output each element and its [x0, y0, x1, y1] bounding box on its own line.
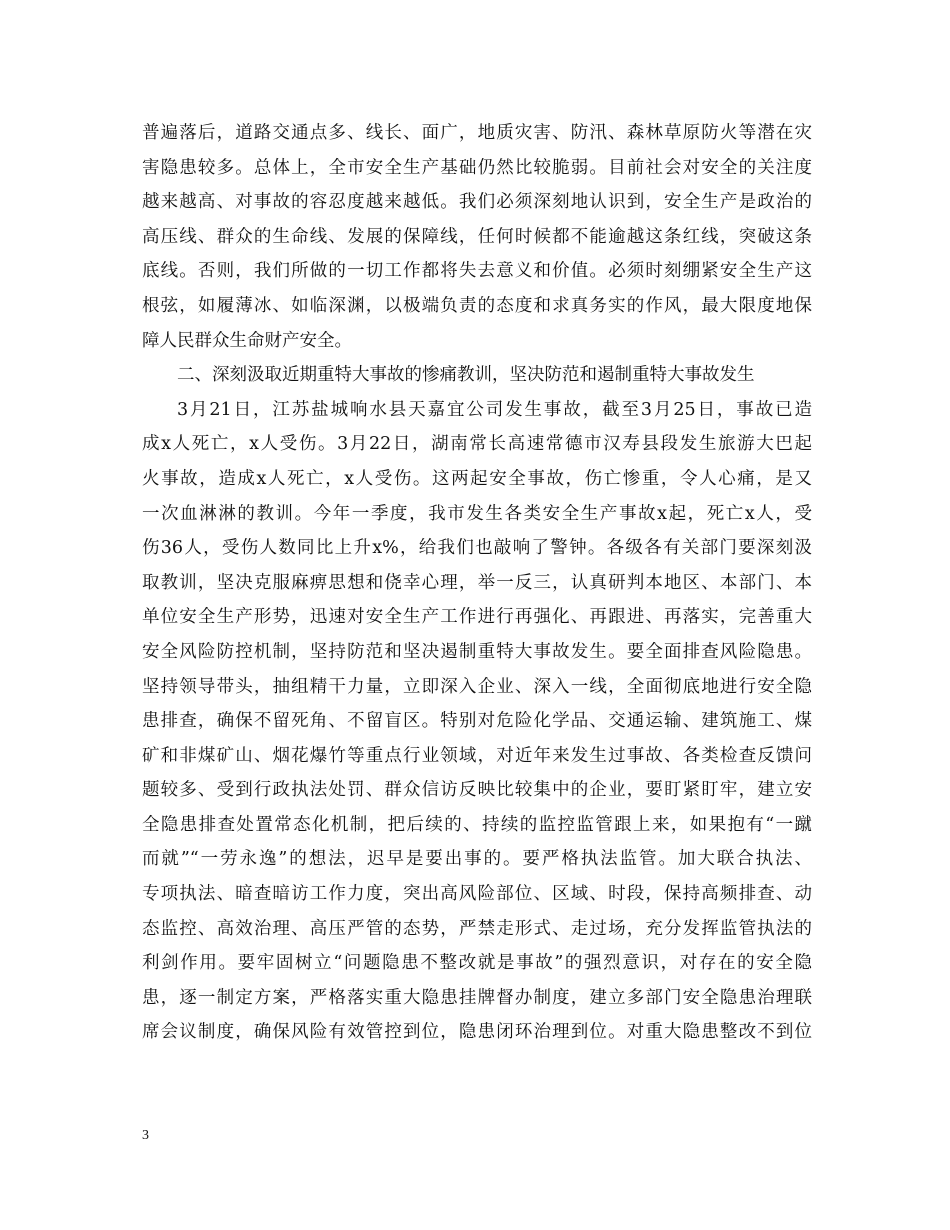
text-line: 火事故，造成x人死亡，x人受伤。这两起安全事故，伤亡惨重，令人心痛，是又	[142, 468, 812, 489]
text-line: 高压线、群众的生命线、发展的保障线，任何时候都不能逾越这条红线，突破这条	[142, 226, 812, 247]
text-line: 题较多、受到行政执法处罚、群众信访反映比较集中的企业，要盯紧盯牢，建立安	[142, 780, 812, 801]
text-line: 席会议制度，确保风险有效管控到位，隐患闭环治理到位。对重大隐患整改不到位	[142, 1022, 812, 1043]
text-line: 根弦，如履薄冰、如临深渊，以极端负责的态度和求真务实的作风，最大限度地保	[142, 295, 812, 316]
text-line: 越来越高、对事故的容忍度越来越低。我们必须深刻地认识到，安全生产是政治的	[142, 192, 812, 213]
text-line: 态监控、高效治理、高压严管的态势，严禁走形式、走过场，充分发挥监管执法的	[142, 918, 812, 939]
paragraph-accident-lessons	[142, 393, 812, 1050]
paragraph-risk-overview	[142, 116, 812, 358]
text-line: 底线。否则，我们所做的一切工作都将失去意义和价值。必须时刻绷紧安全生产这	[142, 261, 812, 282]
text-line: 成x人死亡，x人受伤。3月22日，湖南常长高速常德市汉寿县段发生旅游大巴起	[142, 434, 812, 455]
text-line: 害隐患较多。总体上，全市安全生产基础仍然比较脆弱。目前社会对安全的关注度	[142, 157, 812, 178]
section-heading-text: 二、深刻汲取近期重特大事故的惨痛教训，坚决防范和遏制重特大事故发生	[177, 365, 755, 386]
text-line: 利剑作用。要牢固树立“问题隐患不整改就是事故”的强烈意识，对存在的安全隐	[142, 953, 812, 974]
document-body	[142, 116, 812, 1050]
text-line: 安全风险防控机制，坚持防范和坚决遏制重特大事故发生。要全面排查风险隐患。	[142, 641, 812, 662]
text-line: 3月21日，江苏盐城响水县天嘉宜公司发生事故，截至3月25日，事故已造	[177, 399, 812, 420]
text-line: 一次血淋淋的教训。今年一季度，我市发生各类安全生产事故x起，死亡x人，受	[142, 503, 812, 524]
text-line: 矿和非煤矿山、烟花爆竹等重点行业领域，对近年来发生过事故、各类检查反馈问	[142, 745, 812, 766]
text-line: 全隐患排查处置常态化机制，把后续的、持续的监控监管跟上来，如果抱有“一蹴	[142, 814, 812, 835]
text-line: 取教训，坚决克服麻痹思想和侥幸心理，举一反三，认真研判本地区、本部门、本	[142, 572, 812, 593]
text-line: 伤36人，受伤人数同比上升x%，给我们也敲响了警钟。各级各有关部门要深刻汲	[142, 538, 812, 559]
text-line: 单位安全生产形势，迅速对安全生产工作进行再强化、再跟进、再落实，完善重大	[142, 607, 812, 628]
text-line: 患排查，确保不留死角、不留盲区。特别对危险化学品、交通运输、建筑施工、煤	[142, 711, 812, 732]
page-number: 3	[142, 1128, 149, 1143]
text-line: 障人民群众生命财产安全。	[142, 330, 352, 351]
text-line: 坚持领导带头，抽组精干力量，立即深入企业、深入一线，全面彻底地进行安全隐	[142, 676, 812, 697]
text-line: 普遍落后，道路交通点多、线长、面广，地质灾害、防汛、森林草原防火等潜在灾	[142, 123, 812, 143]
text-line: 患，逐一制定方案，严格落实重大隐患挂牌督办制度，建立多部门安全隐患治理联	[142, 987, 812, 1008]
section-heading	[142, 358, 812, 393]
text-line: 专项执法、暗查暗访工作力度，突出高风险部位、区域、时段，保持高频排查、动	[142, 884, 812, 905]
text-line: 而就”“一劳永逸”的想法，迟早是要出事的。要严格执法监管。加大联合执法、	[142, 849, 812, 870]
